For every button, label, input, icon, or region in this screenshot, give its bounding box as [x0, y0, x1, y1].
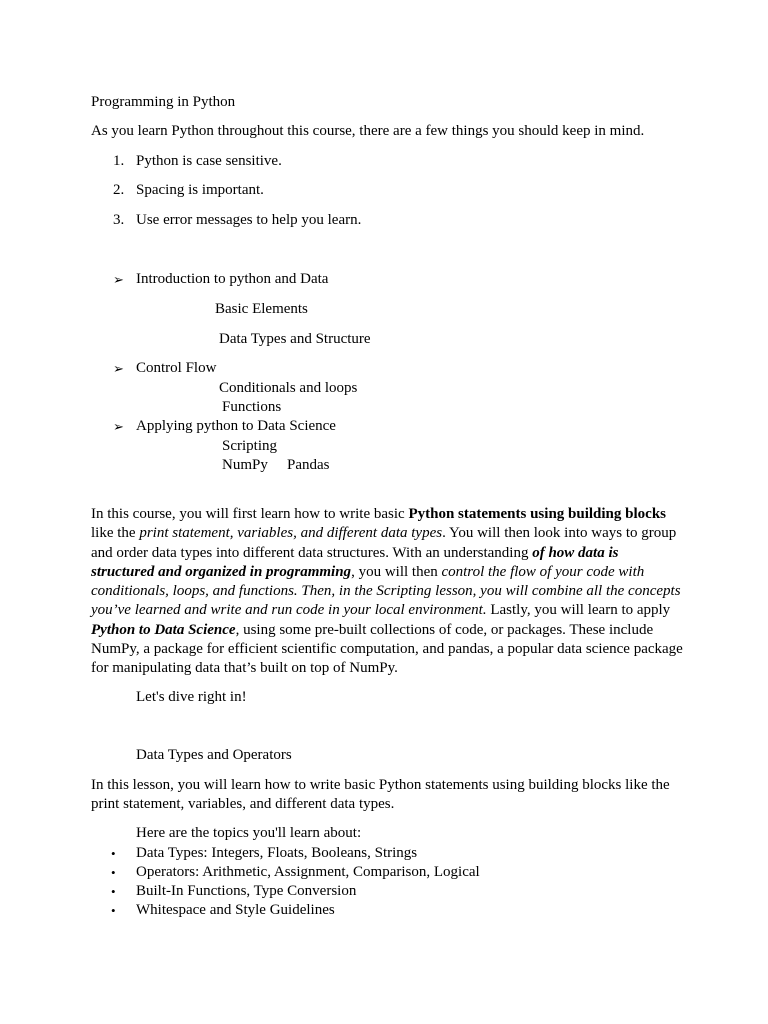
list-number: 2.	[113, 182, 125, 198]
list-item: Operators: Arithmetic, Assignment, Comparison, Logical	[136, 864, 480, 880]
outline-subitem: NumPy	[222, 457, 268, 473]
course-description	[91, 505, 683, 679]
lesson-intro: In this lesson, you will learn how to write basic Python statements using building blocks like the print statement, variables, and different data types.	[91, 777, 670, 813]
outline-subitem: Data Types and Structure	[219, 331, 371, 347]
list-item: Python is case sensitive.	[136, 153, 282, 169]
list-item: Spacing is important.	[136, 182, 264, 198]
list-item: Built-In Functions, Type Conversion	[136, 883, 357, 899]
topics-header: Here are the topics you'll learn about:	[136, 825, 362, 841]
outline-section: Introduction to python and Data	[136, 271, 329, 287]
bullet-icon: •	[111, 865, 116, 880]
text-run: Lastly, you will learn to apply	[486, 602, 671, 619]
outline-subitem: Conditionals and loops	[219, 380, 358, 396]
list-item: Whitespace and Style Guidelines	[136, 902, 335, 918]
bullet-icon: •	[111, 903, 116, 918]
list-item: Use error messages to help you learn.	[136, 212, 362, 228]
document-title: Programming in Python	[91, 94, 236, 110]
list-number: 3.	[113, 212, 125, 228]
outline-subitem: Functions	[222, 399, 282, 415]
outline-section: Applying python to Data Science	[136, 418, 336, 434]
arrow-bullet-icon: ➢	[113, 361, 124, 376]
text-run: In this course, you will first learn how to write basic	[91, 506, 409, 522]
text-run: like the	[91, 525, 140, 542]
lesson-title: Data Types and Operators	[136, 747, 292, 763]
text-run: . You will then look into ways to group and order data types into different data structures. With an understanding	[91, 525, 677, 561]
italic-text: print statement, variables, and different data types	[139, 525, 443, 542]
italic-text: control the flow of your code with conditionals, loops, and functions. Then, in the Scripting lesson, you will combine all the concepts you’ve learned and write and run code in your local environment.	[91, 563, 681, 619]
list-number: 1.	[113, 153, 125, 169]
outline-subitem: Basic Elements	[215, 301, 308, 317]
dive-in-line: Let's dive right in!	[136, 689, 247, 705]
outline-subitem: Pandas	[287, 457, 330, 473]
bold-italic-text: of how data is structured and organized in programming	[91, 544, 619, 580]
outline-section: Control Flow	[136, 360, 217, 376]
outline-subitem: Scripting	[222, 438, 277, 454]
list-item: Data Types: Integers, Floats, Booleans, Strings	[136, 845, 418, 861]
intro-paragraph: As you learn Python throughout this course, there are a few things you should keep in mind.	[91, 123, 645, 139]
text-run: , you will then	[351, 563, 442, 580]
arrow-bullet-icon: ➢	[113, 272, 124, 287]
text-run: , using some pre-built collections of code, or packages. These include NumPy, a package for efficient scientific computation, and pandas, a popular data science package for manipulating data that’s built on top of NumPy.	[91, 621, 683, 677]
bold-text: Python statements using building blocks	[408, 506, 667, 522]
bold-italic-text: Python to Data Science	[91, 621, 236, 638]
bullet-icon: •	[111, 884, 116, 899]
arrow-bullet-icon: ➢	[113, 419, 124, 434]
bullet-icon: •	[111, 846, 116, 861]
